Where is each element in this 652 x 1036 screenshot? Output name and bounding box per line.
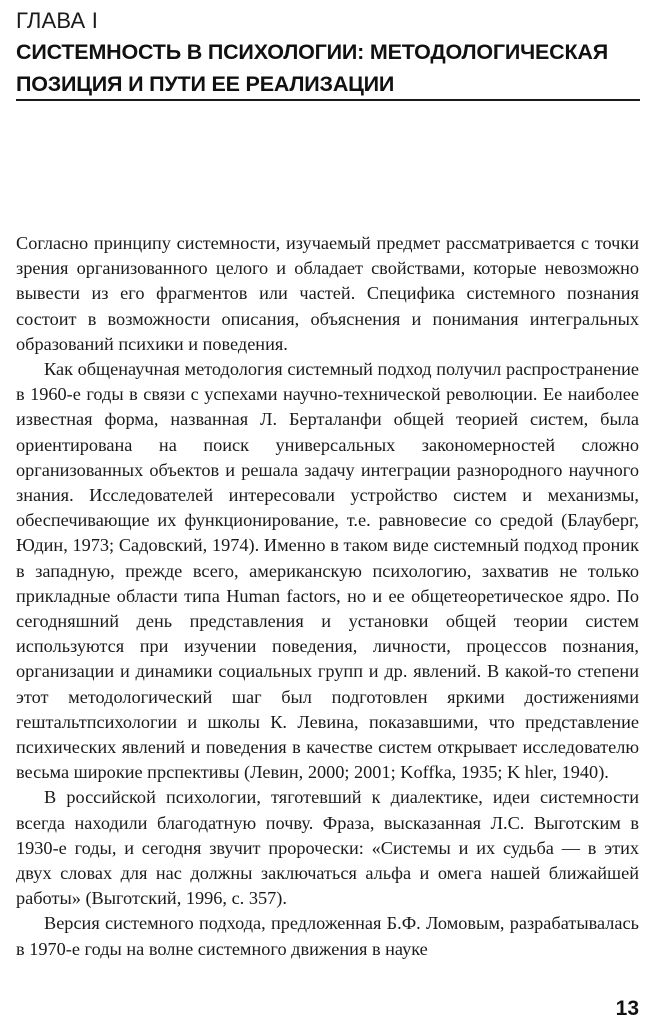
paragraph-1: Согласно принципу системности, изучаемый предмет рассматривается с точки зрения организованного целого и обладает свойствами, которые невозможно вывести из его фрагментов или частей. Специфика системного познания состоит в возможности описания, объяснения и понимания интегральных образований психики и поведения.	[16, 233, 639, 354]
page-number: 13	[615, 997, 639, 1020]
title-divider	[16, 99, 640, 101]
paragraph-4: Версия системного подхода, предложенная Б.Ф. Ломовым, разрабатывалась в 1970-е годы на волне системного движения в науке	[16, 913, 639, 959]
body-text	[16, 231, 639, 962]
chapter-title: СИСТЕМНОСТЬ В ПСИХОЛОГИИ: МЕТОДОЛОГИЧЕСКАЯ ПОЗИЦИЯ И ПУТИ ЕЕ РЕАЛИЗАЦИИ	[16, 40, 609, 96]
paragraph-3: В российской психологии, тяготевший к диалектике, идеи системности всегда находили благодатную почву. Фраза, высказанная Л.С. Выготским в 1930-е годы, и сегодня звучит пророчески: «Системы и их судьба — в этих двух словах для нас должны заключаться альфа и омега нашей ближайшей работы» (Выготский, 1996, с. 357).	[16, 787, 639, 909]
paragraph-2: Как общенаучная методология системный подход получил распространение в 1960-е годы в связи с успехами научно-технической революции. Ее наиболее известная форма, названная Л. Берталанфи общей теорией систем, была ориентирована на поиск универсальных закономерностей сложно организованных объектов и решала задачу интеграции разнородного научного знания. Исследователей интересовали устройство систем и механизмы, обеспечивающие их функционирование, т.е. равновесие со средой (Блауберг, Юдин, 1973; Садовский, 1974). Именно в таком виде системный подход проник в западную, прежде всего, американскую психологию, захватив не только прикладные области типа Human factors, но и ее общетеоретическое ядро. По сегодняшний день представления и установки общей теории систем используются при изучении поведения, личности, процессов познания, организации и динамики социальных групп и др. явлений. В какой-то степени этот методологический шаг был подготовлен яркими достижениями гештальтпсихологии и школы К. Левина, показавшими, что представление психических явлений и поведения в качестве систем открывает исследователю весьма широкие прспективы (Левин, 2000; 2001; Koffka, 1935; K hler, 1940).	[16, 359, 639, 783]
chapter-label: ГЛАВА I	[16, 8, 99, 33]
